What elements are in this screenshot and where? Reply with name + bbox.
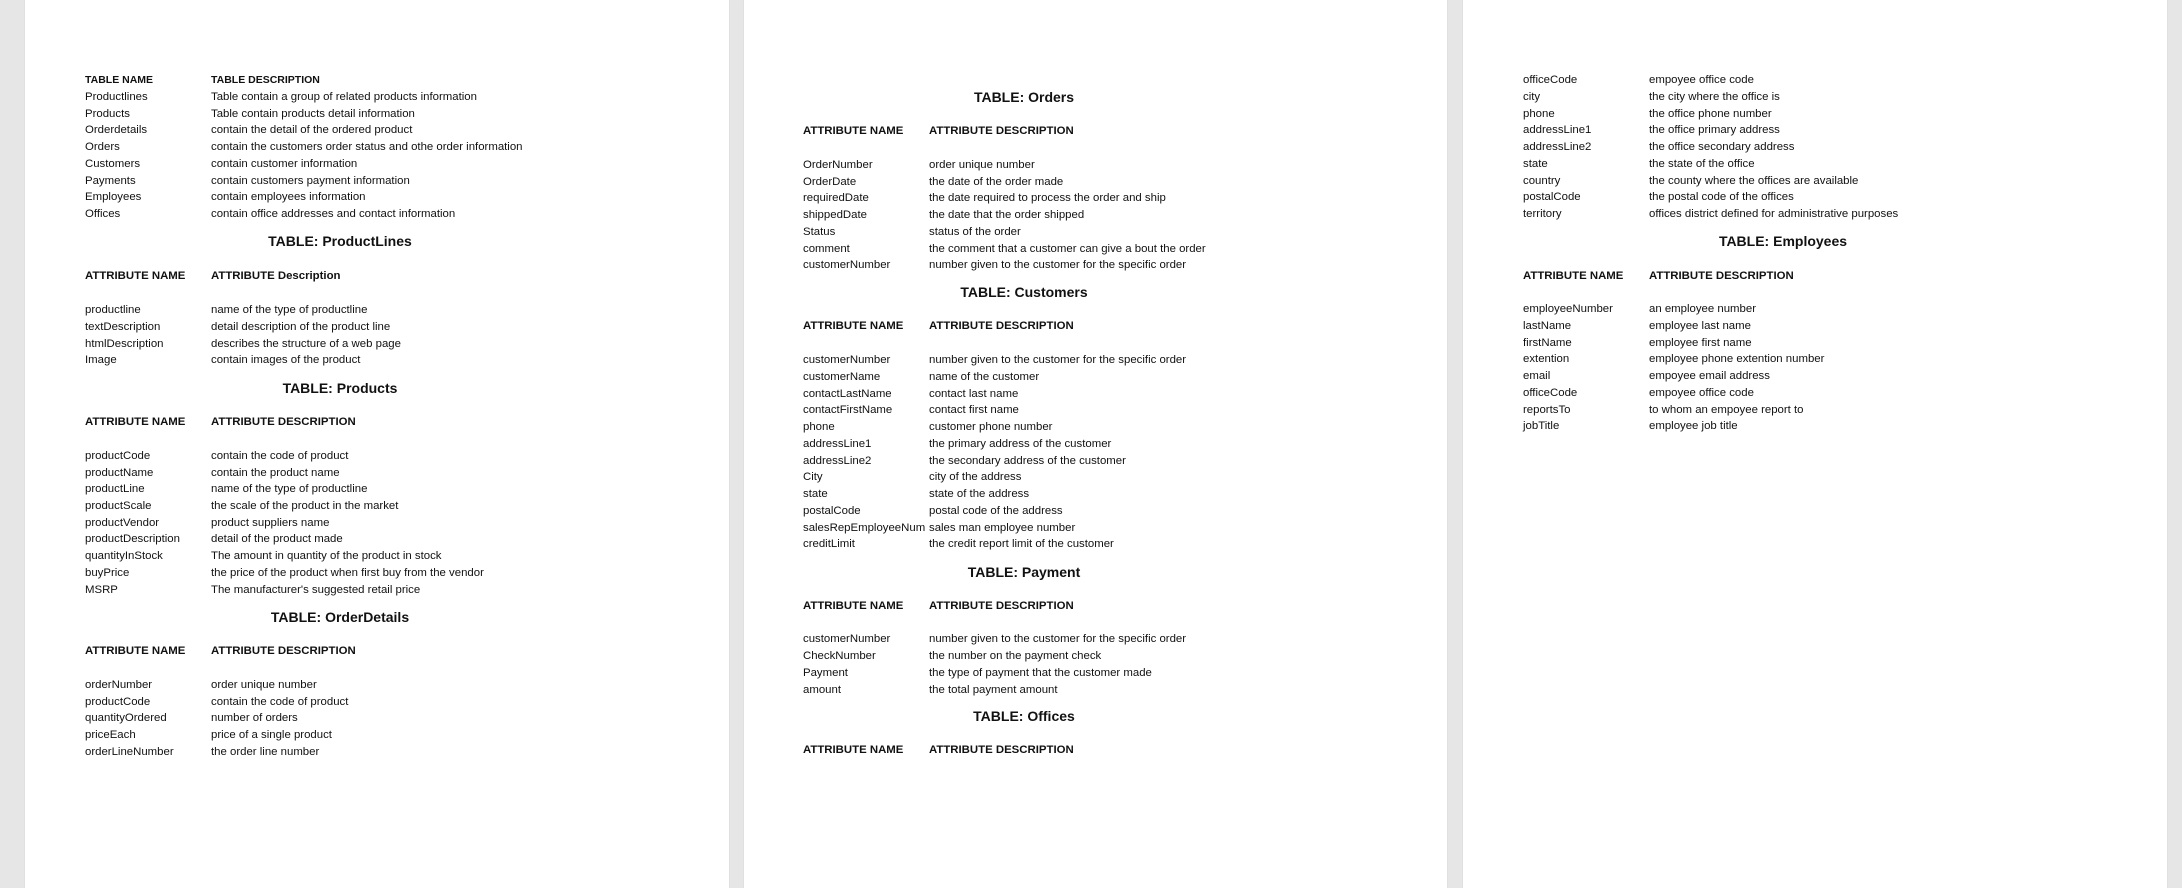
attribute-name: MSRP — [85, 584, 118, 596]
attribute-name: postalCode — [1523, 191, 1581, 203]
attribute-description: product suppliers name — [211, 517, 330, 529]
attribute-description: the secondary address of the customer — [929, 455, 1126, 467]
attribute-description: number given to the customer for the specific order — [929, 354, 1187, 366]
attribute-name: productCode — [85, 450, 151, 462]
attribute-name: Status — [803, 226, 836, 238]
header-attribute-description: ATTRIBUTE Description — [211, 270, 341, 282]
attribute-name: salesRepEmployeeNum — [803, 522, 926, 534]
attribute-description: price of a single product — [211, 729, 332, 741]
attribute-name: productLine — [85, 483, 145, 495]
attribute-name: requiredDate — [803, 192, 869, 204]
attribute-description: The manufacturer's suggested retail price — [211, 584, 421, 596]
attribute-name: orderLineNumber — [85, 746, 174, 758]
attribute-description: the postal code of the offices — [1649, 191, 1794, 203]
table-name: Orders — [85, 141, 120, 153]
attribute-name: lastName — [1523, 320, 1572, 332]
header-attribute-name: ATTRIBUTE NAME — [803, 320, 904, 332]
attribute-description: number of orders — [211, 712, 298, 724]
attribute-name: OrderDate — [803, 176, 857, 188]
header-attribute-description: ATTRIBUTE DESCRIPTION — [1649, 270, 1794, 282]
attribute-name: contactLastName — [803, 388, 892, 400]
header-table-description: TABLE DESCRIPTION — [211, 74, 320, 86]
attribute-description: the order line number — [211, 746, 320, 758]
header-attribute-description: ATTRIBUTE DESCRIPTION — [929, 600, 1074, 612]
attribute-description: the price of the product when first buy from the vendor — [211, 567, 484, 579]
attribute-name: city — [1523, 91, 1541, 103]
attribute-name: productline — [85, 304, 141, 316]
attribute-name: customerNumber — [803, 633, 891, 645]
table-description: contain customer information — [211, 158, 358, 170]
attribute-name: phone — [803, 421, 835, 433]
attribute-name: customerName — [803, 371, 881, 383]
header-attribute-name: ATTRIBUTE NAME — [85, 416, 186, 428]
table-description: contain customers payment information — [211, 175, 410, 187]
attribute-description: the office primary address — [1649, 124, 1780, 136]
attribute-name: comment — [803, 243, 850, 255]
attribute-description: the date of the order made — [929, 176, 1064, 188]
attribute-name: addressLine2 — [803, 455, 872, 467]
section-title-productlines: TABLE: ProductLines — [268, 233, 412, 249]
attribute-name: OrderNumber — [803, 159, 873, 171]
attribute-description: name of the type of productline — [211, 483, 368, 495]
attribute-name: productName — [85, 467, 154, 479]
header-attribute-name: ATTRIBUTE NAME — [803, 744, 904, 756]
header-attribute-description: ATTRIBUTE DESCRIPTION — [929, 125, 1074, 137]
table-description: contain the detail of the ordered product — [211, 124, 413, 136]
table-name: Customers — [85, 158, 141, 170]
attribute-description: empoyee email address — [1649, 370, 1770, 382]
table-name: Offices — [85, 208, 121, 220]
attribute-name: creditLimit — [803, 538, 855, 550]
attribute-name: jobTitle — [1523, 420, 1560, 432]
attribute-description: postal code of the address — [929, 505, 1063, 517]
document-page-3 — [1463, 0, 2167, 888]
header-attribute-description: ATTRIBUTE DESCRIPTION — [929, 320, 1074, 332]
attribute-name: priceEach — [85, 729, 136, 741]
attribute-description: offices district defined for administrative purposes — [1649, 208, 1899, 220]
attribute-name: postalCode — [803, 505, 861, 517]
table-description: contain the customers order status and othe order information — [211, 141, 523, 153]
header-table-name: TABLE NAME — [85, 74, 154, 86]
section-title-customers: TABLE: Customers — [960, 284, 1088, 300]
attribute-description: the scale of the product in the market — [211, 500, 399, 512]
attribute-name: CheckNumber — [803, 650, 876, 662]
attribute-name: shippedDate — [803, 209, 867, 221]
attribute-description: contact first name — [929, 404, 1019, 416]
attribute-name: extention — [1523, 353, 1570, 365]
table-description: contain office addresses and contact information — [211, 208, 456, 220]
table-description: contain employees information — [211, 191, 366, 203]
section-title-offices: TABLE: Offices — [973, 708, 1075, 724]
section-title-orderdetails: TABLE: OrderDetails — [270, 609, 410, 625]
attribute-name: territory — [1523, 208, 1562, 220]
header-attribute-name: ATTRIBUTE NAME — [85, 645, 186, 657]
attribute-description: the type of payment that the customer made — [929, 667, 1152, 679]
attribute-description: city of the address — [929, 471, 1022, 483]
attribute-name: City — [803, 471, 823, 483]
attribute-name: country — [1523, 175, 1561, 187]
attribute-description: name of the type of productline — [211, 304, 368, 316]
attribute-name: quantityInStock — [85, 550, 163, 562]
attribute-name: addressLine1 — [803, 438, 872, 450]
attribute-description: contain the code of product — [211, 450, 349, 462]
section-title-orders: TABLE: Orders — [973, 89, 1075, 105]
attribute-description: order unique number — [211, 679, 317, 691]
attribute-description: the office secondary address — [1649, 141, 1795, 153]
attribute-description: describes the structure of a web page — [211, 338, 401, 350]
attribute-name: quantityOrdered — [85, 712, 167, 724]
attribute-description: order unique number — [929, 159, 1035, 171]
attribute-name: productScale — [85, 500, 152, 512]
section-title-payment: TABLE: Payment — [967, 564, 1081, 580]
attribute-description: The amount in quantity of the product in stock — [211, 550, 442, 562]
attribute-description: the office phone number — [1649, 108, 1772, 120]
attribute-description: number given to the customer for the specific order — [929, 259, 1187, 271]
attribute-name: reportsTo — [1523, 404, 1571, 416]
attribute-name: addressLine1 — [1523, 124, 1592, 136]
attribute-description: contain images of the product — [211, 354, 361, 366]
header-attribute-name: ATTRIBUTE NAME — [85, 270, 186, 282]
attribute-name: state — [1523, 158, 1548, 170]
attribute-description: employee job title — [1649, 420, 1738, 432]
attribute-description: employee phone extention number — [1649, 353, 1825, 365]
table-name: Orderdetails — [85, 124, 148, 136]
attribute-description: the number on the payment check — [929, 650, 1102, 662]
attribute-name: productVendor — [85, 517, 160, 529]
document-page-1 — [25, 0, 729, 888]
table-name: Payments — [85, 175, 136, 187]
attribute-name: htmlDescription — [85, 338, 164, 350]
table-name: Products — [85, 108, 130, 120]
attribute-description: contact last name — [929, 388, 1019, 400]
attribute-description: empoyee office code — [1649, 74, 1754, 86]
attribute-name: customerNumber — [803, 259, 891, 271]
header-attribute-description: ATTRIBUTE DESCRIPTION — [211, 416, 356, 428]
attribute-description: empoyee office code — [1649, 387, 1754, 399]
attribute-name: amount — [803, 684, 841, 696]
attribute-description: sales man employee number — [929, 522, 1076, 534]
table-description: Table contain products detail information — [211, 108, 415, 120]
attribute-name: buyPrice — [85, 567, 130, 579]
attribute-description: the primary address of the customer — [929, 438, 1112, 450]
attribute-description: the total payment amount — [929, 684, 1058, 696]
attribute-name: Payment — [803, 667, 848, 679]
attribute-name: Image — [85, 354, 117, 366]
attribute-description: customer phone number — [929, 421, 1053, 433]
attribute-name: firstName — [1523, 337, 1572, 349]
attribute-name: email — [1523, 370, 1551, 382]
attribute-name: textDescription — [85, 321, 161, 333]
attribute-name: officeCode — [1523, 387, 1578, 399]
attribute-description: the city where the office is — [1649, 91, 1780, 103]
attribute-description: contain the product name — [211, 467, 340, 479]
attribute-description: an employee number — [1649, 303, 1757, 315]
attribute-description: name of the customer — [929, 371, 1040, 383]
attribute-description: the comment that a customer can give a bout the order — [929, 243, 1206, 255]
header-attribute-description: ATTRIBUTE DESCRIPTION — [211, 645, 356, 657]
attribute-name: state — [803, 488, 828, 500]
table-name: Productlines — [85, 91, 148, 103]
document-page-2 — [744, 0, 1447, 888]
section-title-employees: TABLE: Employees — [1718, 233, 1848, 249]
header-attribute-name: ATTRIBUTE NAME — [803, 125, 904, 137]
attribute-name: orderNumber — [85, 679, 153, 691]
attribute-description: the date that the order shipped — [929, 209, 1085, 221]
attribute-description: state of the address — [929, 488, 1030, 500]
attribute-name: productCode — [85, 696, 151, 708]
attribute-description: employee first name — [1649, 337, 1752, 349]
attribute-name: customerNumber — [803, 354, 891, 366]
attribute-description: the state of the office — [1649, 158, 1755, 170]
attribute-name: employeeNumber — [1523, 303, 1613, 315]
attribute-name: officeCode — [1523, 74, 1578, 86]
attribute-description: the county where the offices are available — [1649, 175, 1859, 187]
attribute-description: status of the order — [929, 226, 1021, 238]
attribute-name: addressLine2 — [1523, 141, 1592, 153]
attribute-name: contactFirstName — [803, 404, 893, 416]
header-attribute-description: ATTRIBUTE DESCRIPTION — [929, 744, 1074, 756]
attribute-description: the date required to process the order and ship — [929, 192, 1166, 204]
attribute-description: the credit report limit of the customer — [929, 538, 1114, 550]
attribute-name: phone — [1523, 108, 1555, 120]
attribute-name: productDescription — [85, 533, 180, 545]
attribute-description: detail of the product made — [211, 533, 343, 545]
attribute-description: employee last name — [1649, 320, 1751, 332]
table-description: Table contain a group of related products information — [211, 91, 477, 103]
table-name: Employees — [85, 191, 142, 203]
section-title-products: TABLE: Products — [282, 380, 398, 396]
attribute-description: detail description of the product line — [211, 321, 391, 333]
header-attribute-name: ATTRIBUTE NAME — [803, 600, 904, 612]
attribute-description: contain the code of product — [211, 696, 349, 708]
attribute-description: number given to the customer for the specific order — [929, 633, 1187, 645]
header-attribute-name: ATTRIBUTE NAME — [1523, 270, 1624, 282]
attribute-description: to whom an empoyee report to — [1649, 404, 1804, 416]
